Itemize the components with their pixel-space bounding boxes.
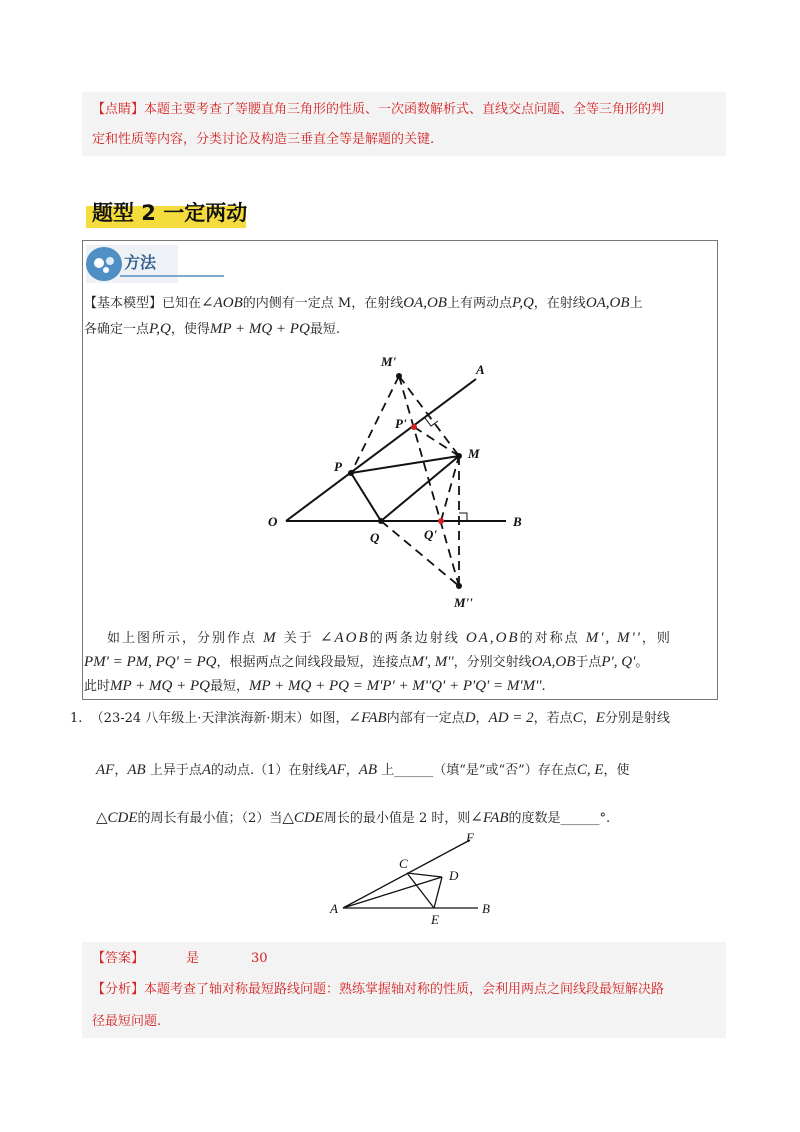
explain-text: . [541, 679, 546, 694]
math-result: MP + MQ + PQ = M'P' + M''Q' + P'Q' = M'M'' [249, 678, 542, 694]
analysis-text-1: 本题考查了轴对称最短路线问题：熟练掌握轴对称的性质，会利用两点之间线段最短解决路 [144, 982, 665, 997]
dash-m1-m2 [399, 376, 459, 586]
question-text: 的周长有最小值；（2）当 [137, 811, 283, 826]
question-text: ， [345, 763, 359, 778]
explain-text: 。 [635, 655, 649, 670]
math-triangle-cde: △CDE [282, 810, 324, 826]
math-d: D [464, 710, 476, 726]
tip-text-2: 定和性质等内容，分类讨论及构造三垂直全等是解题的关键. [92, 132, 435, 147]
tip-tag: 【点睛】 [92, 102, 145, 117]
math-rays: OA,OB [465, 630, 520, 646]
explain-text: ，则 [641, 631, 672, 646]
label-b2: B [482, 901, 490, 916]
label-e: E [431, 912, 439, 927]
explain-text: 如上图所示，分别作点 [107, 631, 258, 646]
math-rays: OA,OB [531, 654, 576, 670]
label-q1: Q' [424, 527, 437, 542]
point-p [348, 470, 354, 476]
explain-line-2 [84, 652, 648, 673]
question-text: ，若点 [533, 711, 573, 726]
question-text: 上异于点 [149, 763, 202, 778]
math-e: E [595, 710, 605, 726]
math-angle-fab: ∠FAB [348, 710, 387, 726]
section-title: 题型 2 一定两动 [92, 201, 248, 225]
math-points: P,Q [511, 295, 534, 311]
point-p1 [411, 424, 417, 430]
label-m2: M'' [454, 595, 473, 610]
math-sum: MP + MQ + PQ [110, 678, 210, 694]
answer-value-2: 30 [251, 951, 268, 966]
segment-cd [407, 873, 442, 877]
question-text: 上______（填“是”或“否”）存在点 [381, 763, 577, 778]
math-ab: AB [358, 762, 378, 778]
answer-value-1: 是 [186, 951, 200, 966]
math-ab: AB [127, 762, 146, 778]
right-angle-mark-b [459, 513, 467, 521]
label-o: O [268, 514, 278, 529]
math-points: P', Q' [601, 654, 636, 670]
label-p: P [334, 459, 342, 474]
explain-text: 的两条边射线 [369, 631, 460, 646]
question-source: （23-24 八年级上·天津滨海新·期末）如图， [90, 711, 349, 726]
explain-text: 于点 [575, 655, 602, 670]
model-tag: 【基本模型】 [84, 296, 163, 311]
question-text: ， [475, 711, 489, 726]
dash-m1-p [351, 376, 399, 473]
model-text: 的内侧有一定点 M，在射线 [242, 296, 404, 311]
label-a: A [476, 362, 485, 377]
method-badge-label: 方法 [124, 253, 157, 272]
question-text: 周长的最小值是 2 时，则 [323, 811, 471, 826]
model-text: ，在射线 [533, 296, 586, 311]
point-q [378, 518, 384, 524]
segment-de [434, 877, 442, 908]
dash-q1-m [441, 456, 459, 521]
label-a2: A [330, 901, 338, 916]
tip-text-1: 本题主要考查了等腰直角三角形的性质、一次函数解析式、直线交点问题、全等三角形的判 [144, 102, 665, 117]
explain-line-3 [84, 676, 546, 697]
math-triangle-cde: △CDE [96, 810, 138, 826]
math-angle-fab: ∠FAB [470, 810, 509, 826]
segment-ce [407, 873, 434, 908]
model-text: 上有两动点 [446, 296, 512, 311]
dash-m1-m [399, 376, 459, 456]
model-text: 上 [629, 296, 643, 311]
label-m1: M' [381, 354, 397, 369]
math-rays: OA,OB [585, 295, 630, 311]
label-d: D [449, 868, 459, 883]
explain-text: 关于 [283, 631, 314, 646]
math-c: C [572, 710, 583, 726]
label-b: B [513, 514, 522, 529]
explain-text: 最短， [209, 679, 249, 694]
question-1-line-2 [96, 760, 630, 781]
model-text: 已知在 [162, 296, 202, 311]
explain-text: ，分别交射线 [453, 655, 532, 670]
explain-text: 的对称点 [519, 631, 580, 646]
analysis-text-2: 径最短问题. [92, 1014, 162, 1029]
point-m2 [456, 583, 462, 589]
explain-line-1 [107, 628, 672, 649]
math-reflections: M', M'' [411, 654, 454, 670]
math-ad: AD = 2 [488, 710, 534, 726]
analysis-tag: 【分析】 [92, 982, 145, 997]
question-text: 的动点.（1）在射线 [211, 763, 328, 778]
point-m1 [396, 373, 402, 379]
explain-text: ，根据两点之间线段最短，连接点 [216, 655, 412, 670]
question-text: ，使 [603, 763, 630, 778]
math-reflections: M', M'' [585, 630, 642, 646]
label-f: F [466, 830, 474, 845]
math-a: A [201, 762, 211, 778]
math-ce: C, E [576, 762, 604, 778]
question-text: ， [114, 763, 128, 778]
math-rays: OA,OB [403, 295, 447, 311]
answer-tag: 【答案】 [92, 951, 145, 966]
question-text: 内部有一定点 [386, 711, 465, 726]
dash-q-m2 [381, 521, 459, 586]
label-c: C [399, 856, 408, 871]
model-text: 各确定一点 [84, 322, 150, 337]
question-1-line-3 [96, 808, 610, 829]
math-m: M [263, 630, 278, 646]
analysis-line-1 [92, 980, 664, 1000]
math-angle-aob: ∠AOB [319, 630, 370, 646]
math-angle-aob: ∠AOB [201, 295, 243, 311]
answer-line [92, 949, 268, 969]
math-equalities: PM' = PM, PQ' = PQ [84, 654, 217, 670]
math-af: AF [96, 762, 115, 778]
segment-pq [351, 473, 381, 521]
point-m [456, 453, 462, 459]
question-text: 分别是射线 [604, 711, 670, 726]
question-text: ， [582, 711, 596, 726]
math-sum: MP + MQ + PQ [209, 321, 310, 337]
question-number: 1. [70, 711, 83, 726]
label-q: Q [370, 530, 380, 545]
math-points: P,Q [149, 321, 171, 337]
point-q1 [438, 518, 444, 524]
model-text: 最短. [309, 322, 340, 337]
question-text: 的度数是______°. [508, 811, 611, 826]
explain-text: 此时 [84, 679, 111, 694]
model-text: ，使得 [170, 322, 210, 337]
label-m: M [468, 446, 480, 461]
math-af: AF [327, 762, 346, 778]
label-p1: P' [395, 416, 407, 431]
question-1-line-1 [70, 708, 670, 729]
